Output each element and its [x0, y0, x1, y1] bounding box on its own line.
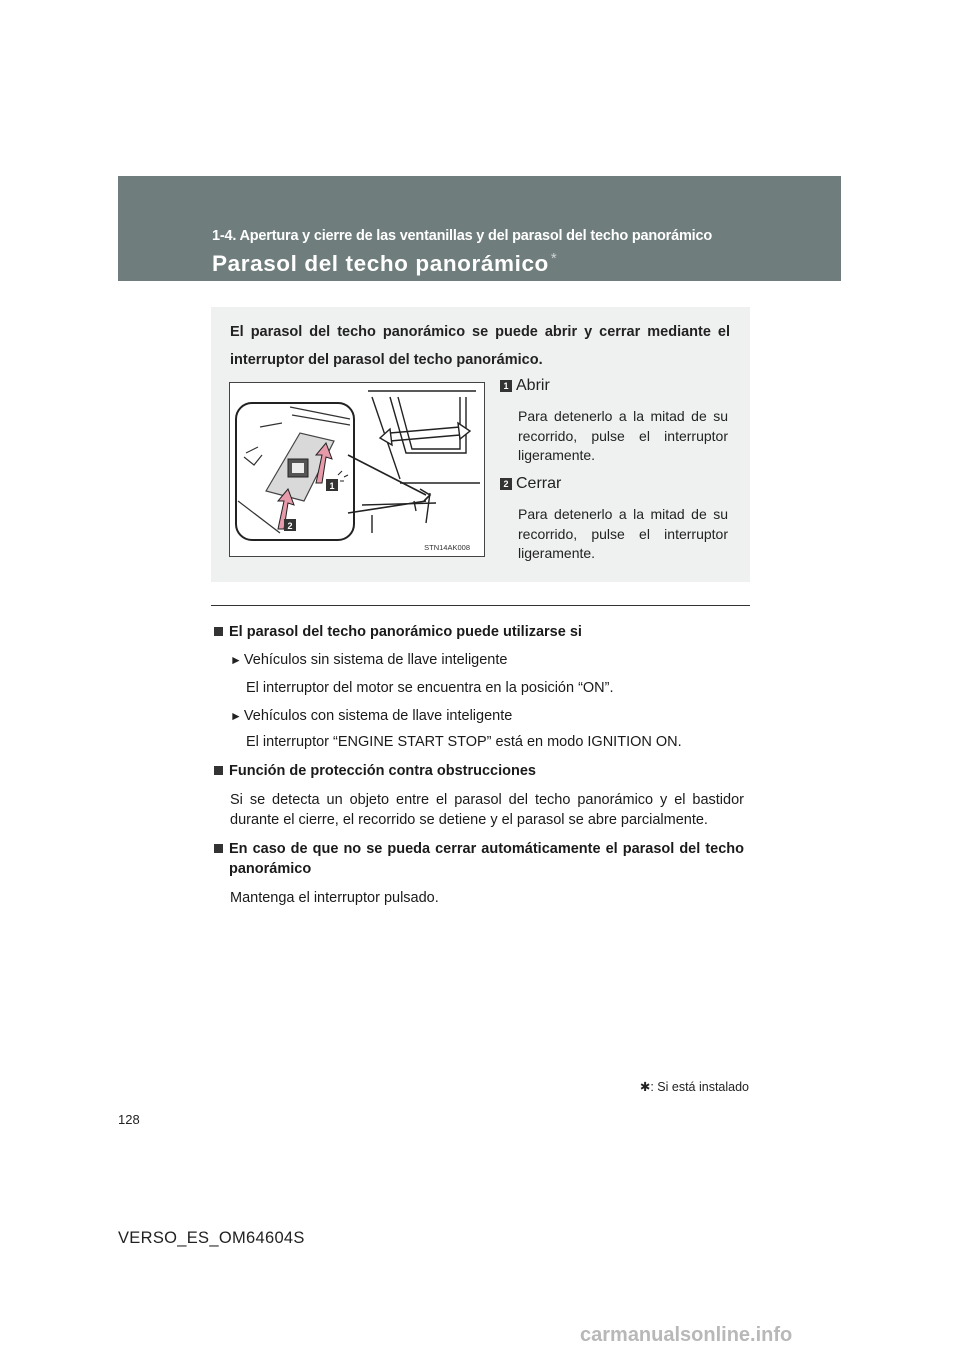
- square-bullet-icon: [214, 627, 223, 636]
- triangle-bullet-icon: ►: [230, 653, 242, 667]
- page-title: Parasol del techo panorámico *: [212, 250, 558, 276]
- square-bullet-icon: [214, 766, 223, 775]
- switch-diagram-icon: [230, 383, 484, 556]
- figure-label-1: 1: [329, 481, 335, 491]
- step-description: Para detenerlo a la mitad de su recorrido, pulse el interruptor ligeramente.: [518, 408, 728, 463]
- optional-mark-icon: *: [550, 250, 558, 267]
- step-title: Abrir: [516, 377, 550, 394]
- section-heading: En caso de que no se pueda cerrar automáticamente el parasol del techo panorámico: [214, 839, 744, 879]
- watermark: carmanualsonline.info: [580, 1324, 793, 1346]
- chapter-title: 1-4. Apertura y cierre de las ventanillas y del parasol del techo panorámico: [212, 228, 713, 244]
- condition-item: ► Vehículos sin sistema de llave inteligente: [230, 652, 508, 668]
- square-bullet-icon: [214, 844, 223, 853]
- document-id: VERSO_ES_OM64604S: [118, 1229, 305, 1247]
- asterisk-icon: ✱: [639, 1080, 651, 1094]
- intro-text: El parasol del techo panorámico se puede abrir y cerrar mediante el interruptor del parasol del techo panorámico.: [230, 324, 730, 368]
- section-divider: [211, 605, 750, 606]
- step-close: [500, 475, 740, 564]
- page-number: 128: [118, 1112, 140, 1127]
- section-header: [118, 176, 841, 281]
- section-paragraph: Mantenga el interruptor pulsado.: [230, 890, 439, 906]
- figure-label-2: 2: [287, 521, 293, 531]
- condition-text: El interruptor del motor se encuentra en la posición “ON”.: [246, 680, 614, 696]
- step-open: [500, 377, 740, 466]
- info-box: [211, 307, 750, 582]
- step-description: Para detenerlo a la mitad de su recorrido, pulse el interruptor ligeramente.: [518, 506, 728, 561]
- section-paragraph: Si se detecta un objeto entre el parasol del techo panorámico y el bastidor durante el cierre, el recorrido se detiene y el parasol se abre parcialmente.: [230, 792, 744, 828]
- step-number-badge: 1: [500, 380, 512, 392]
- triangle-bullet-icon: ►: [230, 709, 242, 723]
- section-heading: Función de protección contra obstrucciones: [214, 761, 744, 781]
- step-number-badge: 2: [500, 478, 512, 490]
- condition-item: ► Vehículos con sistema de llave inteligente: [230, 708, 513, 724]
- step-title: Cerrar: [516, 475, 562, 492]
- notes-body: [214, 622, 744, 908]
- condition-text: El interruptor “ENGINE START STOP” está en modo IGNITION ON.: [246, 734, 682, 750]
- figure-code: STN14AK008: [424, 543, 470, 552]
- switch-illustration: [229, 382, 485, 557]
- section-heading: El parasol del techo panorámico puede utilizarse si: [214, 622, 744, 642]
- footnote: ✱: Si está instalado: [639, 1080, 749, 1094]
